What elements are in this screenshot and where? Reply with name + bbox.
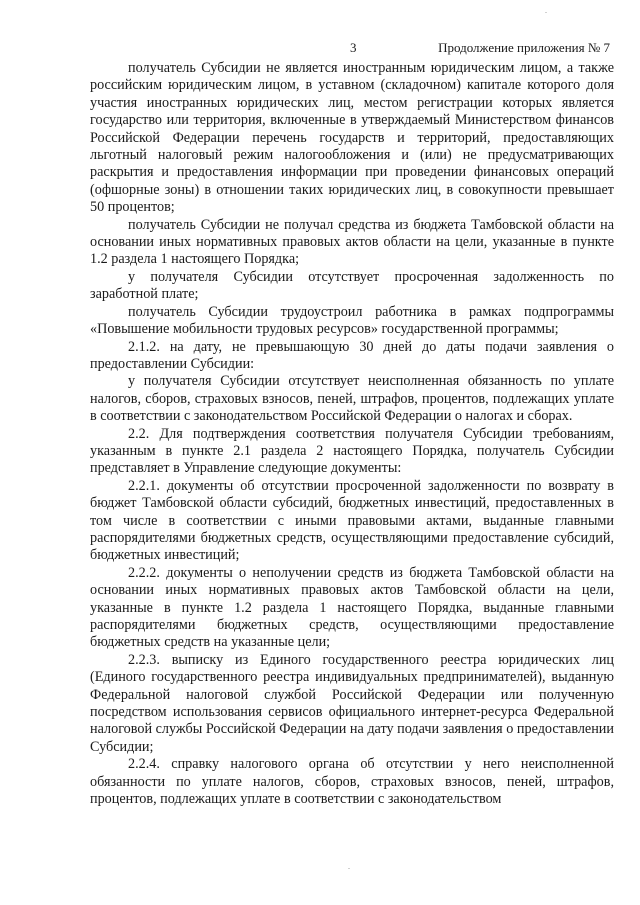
page-header <box>0 40 640 56</box>
paragraph-2-2-4: 2.2.4. справку налогового органа об отсутствии у него неисполненной обязанности по уплате налогов, сборов, страховых взносов, пеней, штрафов, процентов, подлежащих уплате в соответствии с законодательством <box>90 756 614 808</box>
paragraph-2-1-2: 2.1.2. на дату, не превышающую 30 дней до даты подачи заявления о предоставлении Субсидии: <box>90 338 614 372</box>
paragraph-2-2-1: 2.2.1. документы об отсутствии просроченной задолженности по возврату в бюджет Тамбовской области субсидий, бюджетных инвестиций, предоставленных в том числе в соответствии с иными правовыми актами, выданные главными распорядителями бюджетных средств, осуществляющими предоставление субсидий, бюджетных инвестиций; <box>90 477 614 564</box>
appendix-continuation-label: Продолжение приложения № 7 <box>438 40 610 55</box>
paragraph-foreign-entity: получатель Субсидии не является иностранным юридическим лицом, а также российским юридическим лицом, в уставном (складочном) капитале которого доля участия иностранных юридических лиц, местом регистрации которых является государство или территория, включенные в утверждаемый Министерством финансов Российской Федерации перечень государств и территорий, предоставляющих льготный налоговый режим налогообложения и (или) не предусматривающих раскрытия и предоставления информации при проведении финансовых операций (офшорные зоны) в отношении таких юридических лиц, в совокупности превышает 50 процентов; <box>90 60 614 216</box>
paragraph-2-2-2: 2.2.2. документы о неполучении средств из бюджета Тамбовской области на основании иных нормативных правовых актов Тамбовской области на цели, указанные в пункте 1.2 раздела 1 настоящего Порядка, выданные главными распорядителями бюджетных средств, осуществляющими предоставление бюджетных средств на указанные цели; <box>90 564 614 651</box>
scan-speck: . <box>545 6 547 15</box>
page-number: 3 <box>350 40 357 55</box>
paragraph-employment: получатель Субсидии трудоустроил работника в рамках подпрограммы «Повышение мобильности трудовых ресурсов» государственной программы; <box>90 303 614 338</box>
paragraph-2-2: 2.2. Для подтверждения соответствия получателя Субсидии требованиям, указанным в пункте 2.1 раздела 2 настоящего Порядка, получатель Субсидии представляет в Управление следующие документы: <box>90 425 614 477</box>
paragraph-no-budget-funds: получатель Субсидии не получал средства из бюджета Тамбовской области на основании иных нормативных правовых актов области на цели, указанные в пункте 1.2 раздела 1 настоящего Порядка; <box>90 216 614 268</box>
paragraph-no-tax-debt: у получателя Субсидии отсутствует неисполненная обязанность по уплате налогов, сборов, страховых взносов, пеней, штрафов, процентов, подлежащих уплате в соответствии с законодательством Российской Федерации о налогах и сборах. <box>90 373 614 425</box>
document-body <box>90 60 614 808</box>
paragraph-no-wage-arrears: у получателя Субсидии отсутствует просроченная задолженность по заработной плате; <box>90 268 614 303</box>
scan-speck: . <box>348 862 350 871</box>
paragraph-2-2-3: 2.2.3. выписку из Единого государственного реестра юридических лиц (Единого государственного реестра индивидуальных предпринимателей), выданную Федеральной налоговой службой Российской Федерации или полученную посредством использования сервисов официального интернет-ресурса Федеральной налоговой службы Российской Федерации на дату подачи заявления о предоставлении Субсидии; <box>90 651 614 755</box>
